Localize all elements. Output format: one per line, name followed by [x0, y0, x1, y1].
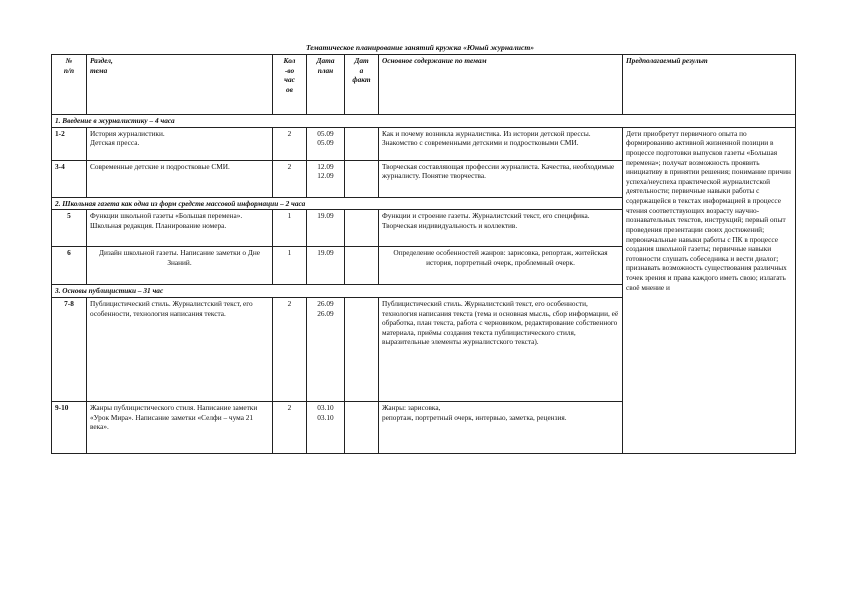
row-topic: Дизайн школьной газеты. Написание заметки о Дне Знаний.: [87, 247, 273, 285]
planning-table: [51, 54, 796, 454]
section-title: 2. Школьная газета как одна из форм средств массовой информации – 2 часа: [52, 197, 623, 210]
row-topic: История журналистики. Детская пресса.: [87, 127, 273, 160]
row-date-plan: 19.09: [307, 210, 345, 247]
row-date-plan: 19.09: [307, 247, 345, 285]
row-content: Определение особенностей жанров: зарисовка, репортаж, житейская история, портретный очерк, проблемный очерк.: [379, 247, 623, 285]
row-date-plan: 12.09 12.09: [307, 160, 345, 197]
header-date-plan: Дата план: [307, 55, 345, 115]
header-content: Основное содержание по темам: [379, 55, 623, 115]
row-content: Публицистический стиль. Журналистский текст, его особенности, технология написания текста (тема и основная мысль, сбор информации, её обработка, план текста, работа с черновиком, редактирование собственного материала, приёмы создания текста публицистического стиля, выразительные элементы журналистского текста).: [379, 297, 623, 401]
row-num: 6: [52, 247, 87, 285]
row-date-plan: 05.09 05.09: [307, 127, 345, 160]
header-date-fact: Дат а факт: [345, 55, 379, 115]
row-hours: 2: [273, 401, 307, 453]
row-num: 7-8: [52, 297, 87, 401]
row-date-plan: 26.09 26.09: [307, 297, 345, 401]
row-hours: 1: [273, 210, 307, 247]
row-date-fact: [345, 127, 379, 160]
row-date-fact: [345, 247, 379, 285]
row-content: Функции и строение газеты. Журналистский текст, его специфика. Творческая индивидуальность и коллектив.: [379, 210, 623, 247]
row-hours: 1: [273, 247, 307, 285]
row-topic: Функции школьной газеты «Большая перемена». Школьная редакция. Планирование номера.: [87, 210, 273, 247]
row-num: 3-4: [52, 160, 87, 197]
row-date-fact: [345, 210, 379, 247]
row-topic: Публицистический стиль. Журналистский текст, его особенности, технология написания текста.: [87, 297, 273, 401]
row-hours: 2: [273, 297, 307, 401]
header-topic: Раздел, тема: [87, 55, 273, 115]
row-num: 1-2: [52, 127, 87, 160]
row-content: Как и почему возникла журналистика. Из истории детской прессы. Знакомство с современными детскими и подростковыми СМИ.: [379, 127, 623, 160]
header-hours: Кол -во час ов: [273, 55, 307, 115]
row-num: 9-10: [52, 401, 87, 453]
section-row: [52, 115, 796, 128]
row-hours: 2: [273, 160, 307, 197]
row-date-fact: [345, 297, 379, 401]
result-cell: Дети приобретут первичного опыта по формированию активной жизненной позиции в процессе подготовки выпусков газеты «Большая перемена»; получат возможность проявить инициативу в принятии решения; понимание причин успеха/неуспеха практической журналистской деятельности; первичные навыки работы с содержащейся в текстах информацией в процессе чтения соответствующих возрасту научно-познавательных текстов, инструкций; первый опыт проведения презентации своих достижений; первоначальные навыки работы с ПК в процессе создания школьной газеты; первичные навыки готовности слушать собеседника и вести диалог; признавать возможность существования различных точек зрения и права каждого иметь свою; излагать своё мнение и: [623, 127, 796, 453]
row-content: Творческая составляющая профессии журналиста. Качества, необходимые журналисту. Понятие творчества.: [379, 160, 623, 197]
row-num: 5: [52, 210, 87, 247]
document-title: Тематическое планирование занятий кружка «Юный журналист»: [305, 43, 535, 52]
row-topic: Жанры публицистического стиля. Написание заметки «Урок Мира». Написание заметки «Селфи – чума 21 века».: [87, 401, 273, 453]
row-hours: 2: [273, 127, 307, 160]
header-num: № п/п: [52, 55, 87, 115]
row-content: Жанры: зарисовка, репортаж, портретный очерк, интервью, заметка, рецензия.: [379, 401, 623, 453]
row-date-fact: [345, 160, 379, 197]
row-date-fact: [345, 401, 379, 453]
header-row: [52, 55, 796, 115]
section-title: 3. Основы публицистики – 31 час: [52, 285, 623, 298]
header-result: Предполагаемый результ: [623, 55, 796, 115]
row-topic: Современные детские и подростковые СМИ.: [87, 160, 273, 197]
table-row: [52, 127, 796, 160]
section-title: 1. Введение в журналистику – 4 часа: [52, 115, 796, 128]
row-date-plan: 03.10 03.10: [307, 401, 345, 453]
